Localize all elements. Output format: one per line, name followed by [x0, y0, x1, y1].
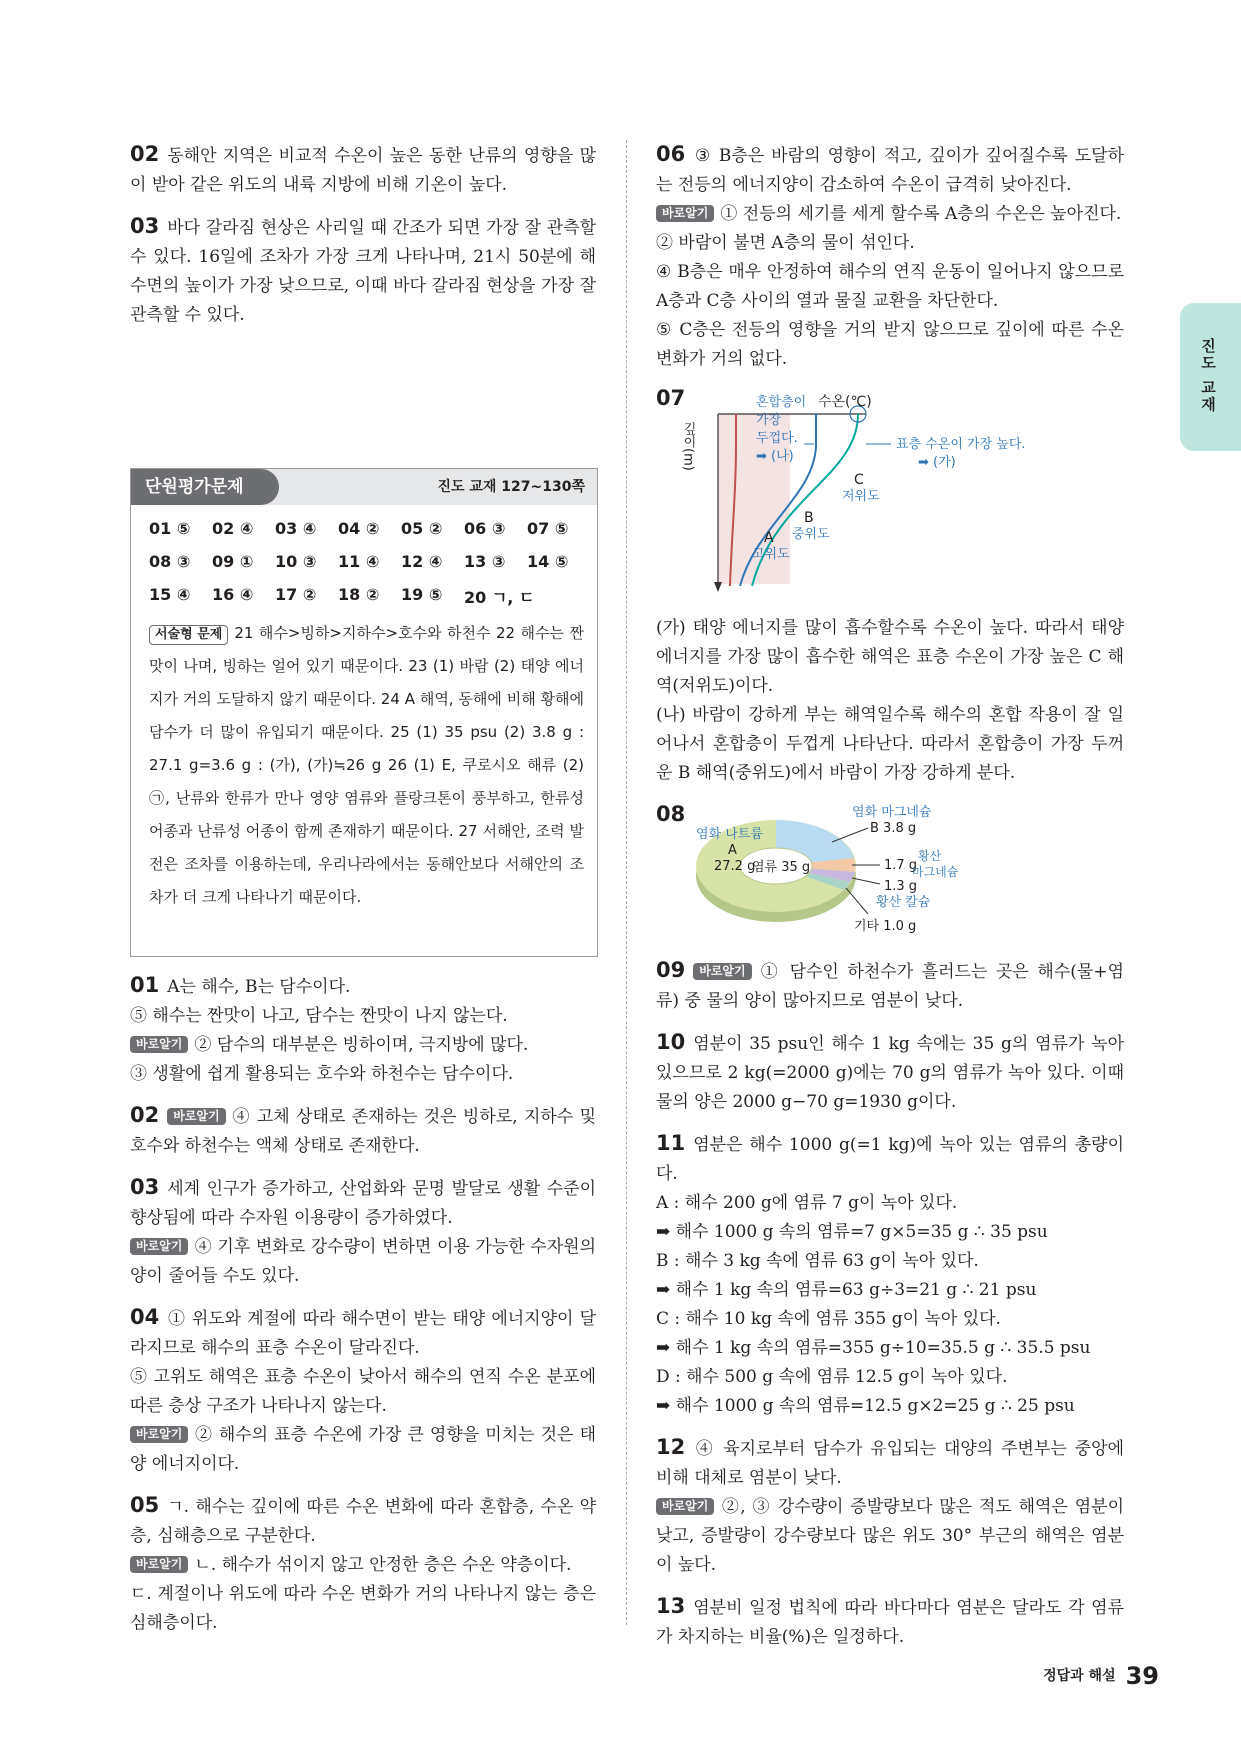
answer-cell: 14 ⑤ [527, 552, 569, 571]
answer-item [130, 1491, 596, 1638]
answer-cell: 15 ④ [149, 585, 191, 604]
ring-center-label: 염류 35 g [752, 860, 811, 875]
right-column-07-text [656, 614, 1124, 800]
answer-text: ② 해수의 표층 수온에 가장 큰 영향을 미치는 것은 태양 에너지이다. [130, 1425, 596, 1474]
mg-name: 염화 마그네슘 [852, 805, 932, 820]
figure-08-ring-chart [656, 802, 1124, 938]
answer-text: ②, ③ 강수량이 증발량보다 많은 적도 해역은 염분이 낮고, 증발량이 강수량보다 많은 위도 30° 부근의 해역은 염분이 높다. [656, 1497, 1124, 1575]
answer-text: ㄷ. 계절이나 위도에 따라 수온 변화가 거의 나타나지 않는 층은 심해층이다. [130, 1584, 596, 1633]
answer-text: ③ B층은 바람의 영향이 적고, 깊이가 깊어질수록 도달하는 전등의 에너지양이 감소하여 수온이 급격히 낮아진다. [656, 146, 1124, 195]
answer-line [656, 229, 1124, 258]
etc-leader [846, 888, 868, 914]
mgs-name-1: 황산 [918, 849, 942, 863]
answer-item [656, 1592, 1124, 1652]
answer-text: ③ 생활에 쉽게 활용되는 호수와 하천수는 담수이다. [130, 1064, 514, 1084]
correction-badge: 바로알기 [130, 1426, 188, 1443]
correction-badge: 바로알기 [130, 1556, 188, 1573]
answer-grid-row [149, 585, 590, 618]
essay-badge: 서술형 문제 [149, 625, 228, 645]
answer-text: A : 해수 200 g에 염류 7 g이 녹아 있다. [656, 1193, 958, 1213]
answer-text: ④ 육지로부터 담수가 유입되는 대양의 주변부는 중앙에 비해 대체로 염분이 낮다. [656, 1439, 1124, 1488]
na-value: 27.2 g [714, 859, 756, 874]
unit-test-box [130, 468, 598, 957]
answer-item [130, 140, 596, 200]
answer-number: 10 [656, 1030, 686, 1054]
answer-number: 04 [130, 1305, 160, 1329]
label-a-sub: 고위도 [752, 547, 790, 562]
mg-value: B 3.8 g [870, 821, 917, 836]
answer-text: ㄱ. 해수는 깊이에 따른 수온 변화에 따라 혼합층, 수온 약층, 심해층으로 구분한다. [130, 1497, 596, 1546]
answer-item [656, 1028, 1124, 1117]
answer-line [656, 140, 1124, 200]
side-tab [1180, 303, 1241, 451]
label-a: A [764, 530, 774, 546]
answer-cell: 06 ③ [464, 519, 506, 538]
answer-text: ① 담수인 하천수가 흘러드는 곳은 해수(물+염류) 중 물의 양이 많아지므로 염분이 낮다. [656, 962, 1124, 1011]
left-column-bottom [130, 971, 596, 1650]
footer-label: 정답과 해설 [1043, 1668, 1116, 1684]
answer-line [656, 1392, 1124, 1421]
answer-number: 01 [130, 973, 160, 997]
mgs-name-2: 마그네슘 [912, 865, 959, 879]
answer-cell: 08 ③ [149, 552, 191, 571]
mixed-note-2: 가장 [756, 413, 782, 428]
answer-text: B : 해수 3 kg 속에 염류 63 g이 녹아 있다. [656, 1251, 979, 1271]
answer-cell: 12 ④ [401, 552, 443, 571]
answer-number: 03 [130, 1175, 160, 1199]
answer-cell: 18 ② [338, 585, 380, 604]
y-axis-arrow [714, 582, 722, 592]
answer-text: ① 위도와 계절에 따라 해수면이 받는 태양 에너지양이 달라지므로 해수의 표층 수온이 달라진다. [130, 1309, 596, 1358]
label-c: C [854, 472, 864, 488]
answer-grid-row [149, 552, 590, 585]
answer-cell: 04 ② [338, 519, 380, 538]
answer-line [656, 1305, 1124, 1334]
answer-text: ④ B층은 매우 안정하여 해수의 연직 운동이 일어나지 않으므로 A층과 C층 사이의 열과 물질 교환을 차단한다. [656, 262, 1124, 311]
answer-cell: 02 ④ [212, 519, 254, 538]
side-tab-label: 진도 교재 [1199, 338, 1217, 414]
answer-line [656, 258, 1124, 316]
answer-line [656, 1028, 1124, 1117]
answer-line [656, 1129, 1124, 1189]
answer-cell: 10 ③ [275, 552, 317, 571]
label-b: B [804, 510, 814, 526]
answer-line [130, 1363, 596, 1421]
etc-label: 기타 1.0 g [854, 919, 917, 934]
answer-grid-row [149, 519, 590, 552]
answer-line [130, 1421, 596, 1479]
answer-cell: 17 ② [275, 585, 317, 604]
answer-grid [149, 519, 590, 618]
page-number: 39 [1125, 1662, 1159, 1690]
answer-cell: 03 ④ [275, 519, 317, 538]
answer-line [656, 956, 1124, 1016]
answer-line [130, 1173, 596, 1233]
answer-text: 바다 갈라짐 현상은 사리일 때 간조가 되면 가장 잘 관측할 수 있다. 16일에 조차가 가장 크게 나타나며, 21시 50분에 해수면의 높이가 가장 낮으므로, 이때 바다 갈라짐 현상을 가장 잘 관측할 수 있다. [130, 218, 596, 325]
answer-text: ➡ 해수 1000 g 속의 염류=12.5 g×2=25 g ∴ 25 psu [656, 1396, 1075, 1416]
answer-cell: 01 ⑤ [149, 519, 191, 538]
answer-line [656, 1363, 1124, 1392]
answer-text: 염분은 해수 1000 g(=1 kg)에 녹아 있는 염류의 총량이다. [656, 1135, 1124, 1184]
answer-item [130, 1173, 596, 1291]
answer-text: ④ 고체 상태로 존재하는 것은 빙하로, 지하수 및 호수와 하천수는 액체 상태로 존재한다. [130, 1107, 596, 1156]
answer-text: ➡ 해수 1000 g 속의 염류=7 g×5=35 g ∴ 35 psu [656, 1222, 1048, 1242]
ca-value: 1.3 g [884, 879, 918, 894]
ca-name: 황산 칼슘 [876, 895, 931, 910]
answer-line [656, 1433, 1124, 1493]
na-name: 염화 나트륨 [696, 827, 763, 842]
answer-item [656, 140, 1124, 374]
figure-07 [656, 386, 1124, 596]
figure-07-graph [656, 386, 1124, 596]
answer-line [656, 200, 1124, 229]
mixed-note-3: 두껍다. [756, 431, 798, 446]
answer-text: 세계 인구가 증가하고, 산업화와 문명 발달로 생활 수준이 향상됨에 따라 수자원 이용량이 증가하였다. [130, 1179, 596, 1228]
unit-test-header [131, 469, 597, 505]
answer-line [130, 1031, 596, 1060]
answer-text: ② 담수의 대부분은 빙하이며, 극지방에 많다. [194, 1035, 529, 1055]
answer-item [130, 1101, 596, 1161]
answer-item [656, 956, 1124, 1016]
label-c-sub: 저위도 [842, 489, 880, 504]
answer-item [656, 1433, 1124, 1580]
surface-note-1: 표층 수온이 가장 높다. [896, 437, 1026, 452]
left-column-top [130, 140, 596, 342]
answer-number: 06 [656, 142, 686, 166]
figure-08-number: 08 [656, 802, 686, 826]
answer-item [130, 971, 596, 1089]
answer-number: 02 [130, 1103, 160, 1127]
answer-line [656, 1276, 1124, 1305]
answer-line [656, 316, 1124, 374]
answer-number: 03 [130, 214, 160, 238]
column-divider [626, 140, 627, 1625]
answer-cell: 09 ① [212, 552, 254, 571]
essay-answers [149, 617, 584, 914]
answer-number: 13 [656, 1594, 686, 1618]
surface-note-2: ➡ (가) [918, 455, 956, 470]
x-axis-label: 수온(℃) [818, 394, 872, 410]
answer-line [130, 971, 596, 1002]
y-axis-label: 깊이(m) [680, 422, 696, 471]
right-column-bottom [656, 956, 1124, 1664]
answer-line [130, 1580, 596, 1638]
answer-line [656, 1247, 1124, 1276]
answer-line [130, 1303, 596, 1363]
unit-test-pages: 진도 교재 127~130쪽 [437, 479, 585, 495]
answer-number: 02 [130, 142, 160, 166]
answer-number: 11 [656, 1131, 686, 1155]
answer-item [130, 212, 596, 330]
answer-line [656, 1218, 1124, 1247]
answer-text: ② 바람이 불면 A층의 물이 섞인다. [656, 233, 915, 253]
unit-test-title: 단원평가문제 [131, 469, 279, 505]
answer-text: ⑤ C층은 전등의 영향을 거의 받지 않으므로 깊이에 따른 수온 변화가 거의 없다. [656, 320, 1124, 369]
label-b-sub: 중위도 [792, 527, 830, 542]
correction-badge: 바로알기 [167, 1108, 225, 1125]
correction-badge: 바로알기 [130, 1036, 188, 1053]
answer-cell: 19 ⑤ [401, 585, 443, 604]
answer-cell: 11 ④ [338, 552, 380, 571]
mixed-note-4: ➡ (나) [756, 449, 794, 464]
answer-line [130, 140, 596, 200]
answer-line [130, 1551, 596, 1580]
answer-line [130, 212, 596, 330]
correction-badge: 바로알기 [656, 205, 714, 222]
answer-item [130, 1303, 596, 1479]
mixed-note-1: 혼합층이 [756, 395, 807, 410]
answer-line [656, 1334, 1124, 1363]
answer-text: A는 해수, B는 담수이다. [167, 977, 351, 997]
answer-text: ④ 기후 변화로 강수량이 변하면 이용 가능한 수자원의 양이 줄어들 수도 있다. [130, 1237, 596, 1286]
answer-cell: 13 ③ [464, 552, 506, 571]
answer-text: ⑤ 해수는 짠맛이 나고, 담수는 짠맛이 나지 않는다. [130, 1006, 508, 1026]
answer-cell: 07 ⑤ [527, 519, 569, 538]
correction-badge: 바로알기 [693, 963, 751, 980]
mg-leader [832, 828, 868, 842]
answer-cell: 05 ② [401, 519, 443, 538]
answer-number: 12 [656, 1435, 686, 1459]
na-letter: A [728, 843, 737, 858]
essay-text: 21 해수>빙하>지하수>호수와 하천수 22 해수는 짠맛이 나며, 빙하는 얼어 있기 때문이다. 23 (1) 바람 (2) 태양 에너지가 거의 도달하지 않기 때문이다. 24 A 해역, 동해에 비해 황해에 담수가 더 많이 유입되기 때문이다. 25 (1) 35 psu (2) 3.8 g : 27.1 g=3.6 g : (가), (가)≒26 g 26 (1) E, 쿠로시오 해류 (2) ㉠, 난류와 한류가 만나 영양 염류와 플랑크톤이 풍부하고, 한류성 어종과 난류성 어종이 함께 존재하기 때문이다. 27 서해안, 조력 발전은 조차를 이용하는데, 우리나라에서는 동해안보다 서해안의 조차가 더 크게 나타나기 때문이다. [149, 624, 584, 906]
answer-text: ① 전등의 세기를 세게 할수록 A층의 수온은 높아진다. [720, 204, 1122, 224]
answer-line [130, 1101, 596, 1161]
answer-text: D : 해수 500 g 속에 염류 12.5 g이 녹아 있다. [656, 1367, 1008, 1387]
answer-cell: 16 ④ [212, 585, 254, 604]
answer-line [130, 1060, 596, 1089]
explanation-line: (나) 바람이 강하게 부는 해역일수록 해수의 혼합 작용이 잘 일어나서 혼합층이 두껍게 나타난다. 따라서 혼합층이 가장 두꺼운 B 해역(중위도)에서 바람이 가장 강하게 분다. [656, 705, 1124, 783]
ca-leader [852, 878, 880, 884]
answer-number: 05 [130, 1493, 160, 1517]
correction-badge: 바로알기 [656, 1498, 714, 1515]
right-column-06 [656, 140, 1124, 386]
explanation-line: (가) 태양 에너지를 많이 흡수할수록 수온이 높다. 따라서 태양 에너지를 가장 많이 흡수한 해역은 표층 수온이 가장 높은 C 해역(저위도)이다. [656, 618, 1124, 696]
answer-line [130, 1491, 596, 1551]
answer-text: C : 해수 10 kg 속에 염류 355 g이 녹아 있다. [656, 1309, 1001, 1329]
answer-text: ⑤ 고위도 해역은 표층 수온이 낮아서 해수의 연직 수온 분포에 따른 층상 구조가 나타나지 않는다. [130, 1367, 596, 1416]
answer-number: 09 [656, 958, 686, 982]
answer-item [656, 1129, 1124, 1421]
answer-cell: 20 ㄱ, ㄷ [464, 588, 535, 607]
answer-line [656, 1592, 1124, 1652]
page-footer [1043, 1662, 1159, 1690]
answer-line [656, 1493, 1124, 1580]
correction-badge: 바로알기 [130, 1238, 188, 1255]
answer-line [130, 1002, 596, 1031]
answer-text: ㄴ. 해수가 섞이지 않고 안정한 층은 수온 약층이다. [194, 1555, 572, 1575]
figure-08 [656, 802, 1124, 938]
answer-line [130, 1233, 596, 1291]
mgs-value: 1.7 g [884, 858, 918, 873]
answer-line [656, 1189, 1124, 1218]
answer-text: 염분비 일정 법칙에 따라 바다마다 염분은 달라도 각 염류가 차지하는 비율(%)은 일정하다. [656, 1598, 1124, 1647]
answer-text: 동해안 지역은 비교적 수온이 높은 동한 난류의 영향을 많이 받아 같은 위도의 내륙 지방에 비해 기온이 높다. [130, 146, 596, 195]
answer-text: ➡ 해수 1 kg 속의 염류=355 g÷10=35.5 g ∴ 35.5 psu [656, 1338, 1091, 1358]
figure-07-explanation [656, 614, 1124, 788]
figure-07-number: 07 [656, 386, 686, 410]
answer-text: ➡ 해수 1 kg 속의 염류=63 g÷3=21 g ∴ 21 psu [656, 1280, 1037, 1300]
answer-text: 염분이 35 psu인 해수 1 kg 속에는 35 g의 염류가 녹아 있으므로 2 kg(=2000 g)에는 70 g의 염류가 녹아 있다. 이때 물의 양은 2000 g−70 g=1930 g이다. [656, 1034, 1124, 1112]
